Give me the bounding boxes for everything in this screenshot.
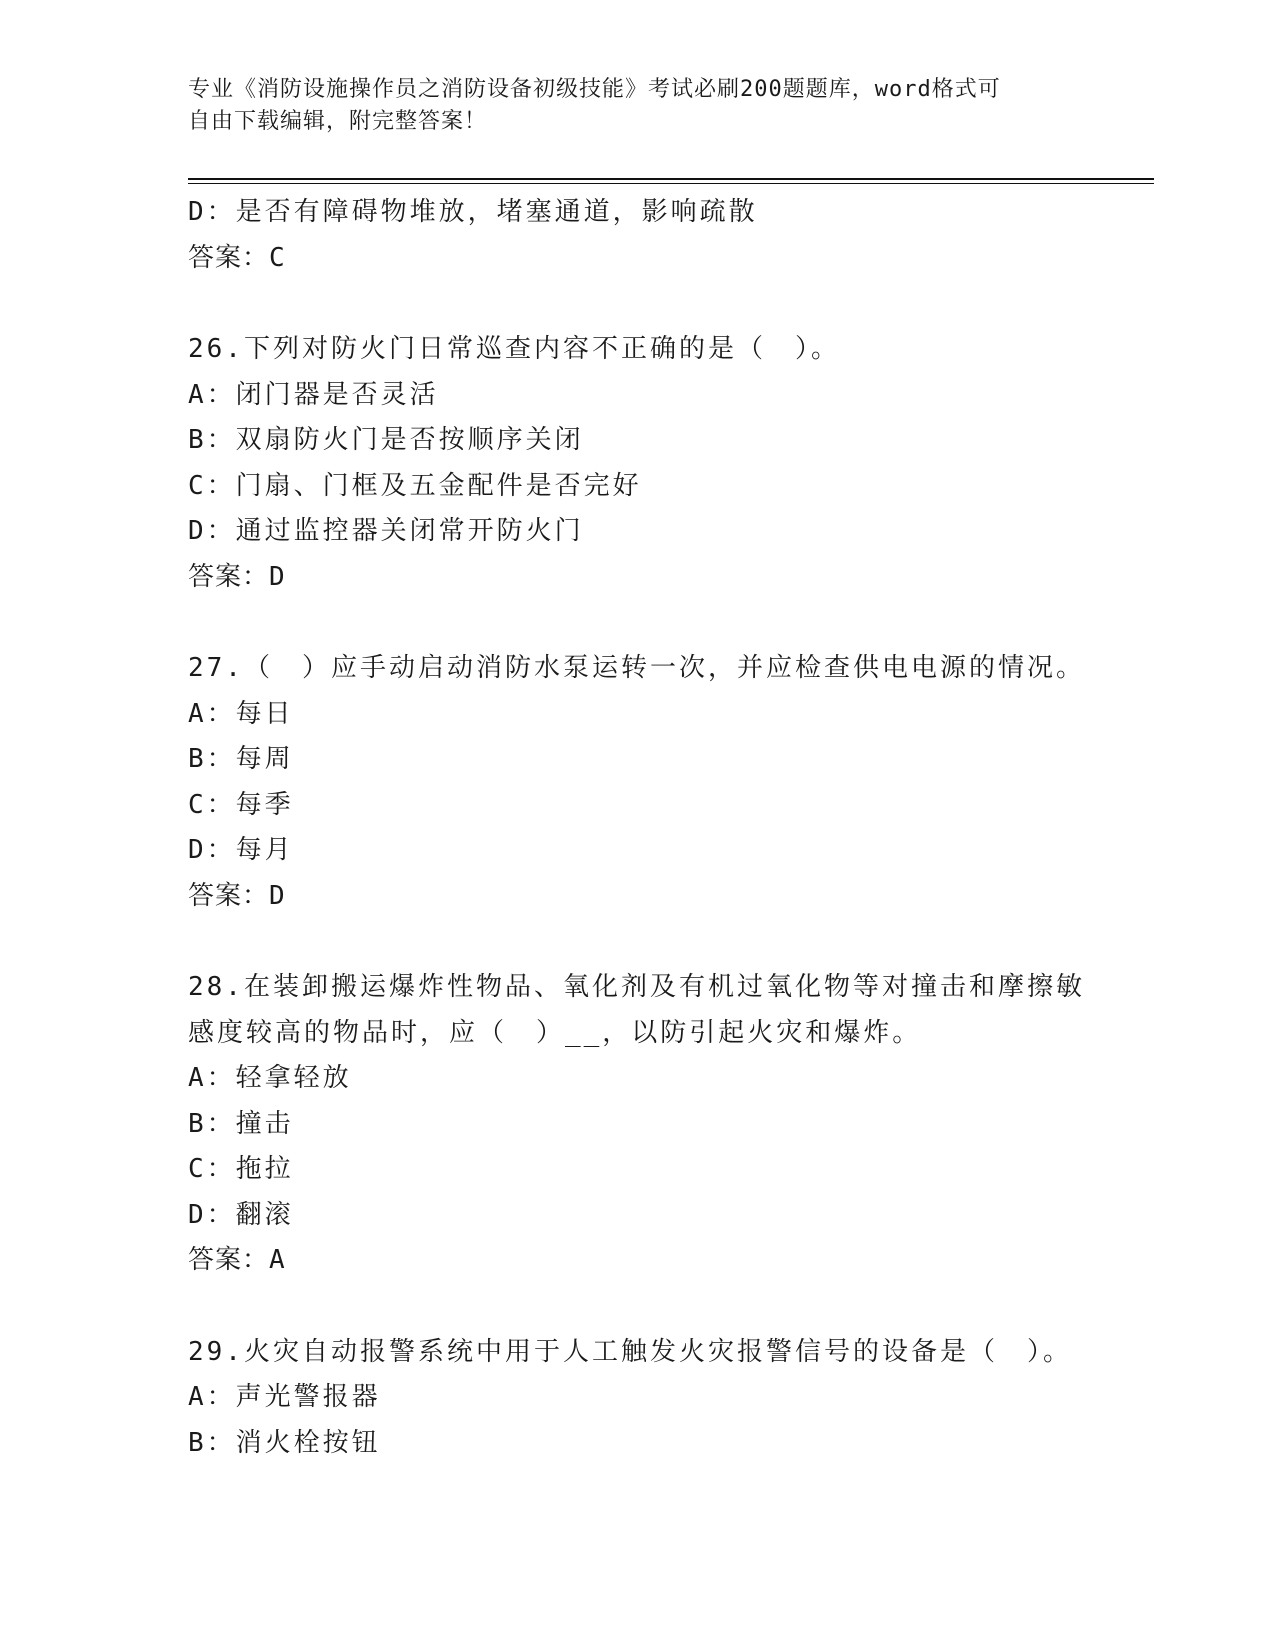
answer-line [188, 236, 1088, 282]
option-d: D：是否有障碍物堆放，堵塞通道，影响疏散 [188, 197, 758, 227]
question-stem: 27.（ ）应手动启动消防水泵运转一次，并应检查供电电源的情况。 [188, 653, 1085, 683]
option-c: C：拖拉 [188, 1154, 294, 1184]
option-d: D：通过监控器关闭常开防火门 [188, 516, 584, 546]
answer-label: 答案： [188, 880, 270, 911]
question-25-tail [188, 190, 1088, 281]
answer-label: 答案： [188, 1245, 270, 1275]
question-stem-line-2: 感度较高的物品时，应（ ）__，以防引起火灾和爆炸。 [188, 1017, 922, 1048]
option-b: B：双扇防火门是否按顺序关闭 [188, 425, 584, 455]
question-28 [188, 965, 1088, 1284]
question-stem: 26.下列对防火门日常巡查内容不正确的是（ ）。 [188, 334, 840, 364]
header-line-2: 自由下载编辑，附完整答案！ [188, 109, 488, 134]
answer-label: 答案： [188, 242, 270, 273]
header-line-1: 专业《消防设施操作员之消防设备初级技能》考试必刷200题题库，word格式可 [188, 77, 1001, 102]
option-d: D：翻滚 [188, 1199, 294, 1230]
header-divider-thick [188, 178, 1154, 180]
question-stem: 29.火灾自动报警系统中用于人工触发火灾报警信号的设备是（ ）。 [188, 1336, 1072, 1367]
spacer [188, 919, 1088, 965]
option-c: C：门扇、门框及五金配件是否完好 [188, 470, 642, 501]
answer-key: D [269, 880, 286, 911]
answer-key: C [269, 242, 286, 273]
option-a: A：轻拿轻放 [188, 1063, 352, 1093]
option-a: A：每日 [188, 698, 294, 729]
option-a: A：闭门器是否灵活 [188, 379, 439, 410]
option-b: B：消火栓按钮 [188, 1427, 381, 1458]
question-stem-line-1: 28.在装卸搬运爆炸性物品、氧化剂及有机过氧化物等对撞击和摩擦敏 [188, 972, 1085, 1002]
header-divider-thin [188, 183, 1154, 184]
option-a: A：声光警报器 [188, 1382, 381, 1412]
spacer [188, 1284, 1088, 1330]
answer-line [188, 874, 1088, 920]
question-27 [188, 646, 1088, 919]
question-list [188, 190, 1088, 1466]
spacer [188, 600, 1088, 646]
answer-line [188, 1238, 1088, 1284]
answer-key: A [269, 1245, 286, 1275]
answer-line [188, 555, 1088, 601]
answer-key: D [269, 561, 286, 592]
option-b: B：撞击 [188, 1108, 294, 1139]
question-26 [188, 327, 1088, 600]
option-c: C：每季 [188, 789, 294, 820]
answer-label: 答案： [188, 561, 270, 592]
question-29 [188, 1330, 1088, 1467]
option-d: D：每月 [188, 835, 294, 865]
option-b: B：每周 [188, 744, 294, 774]
document-header [188, 74, 1068, 138]
spacer [188, 281, 1088, 327]
